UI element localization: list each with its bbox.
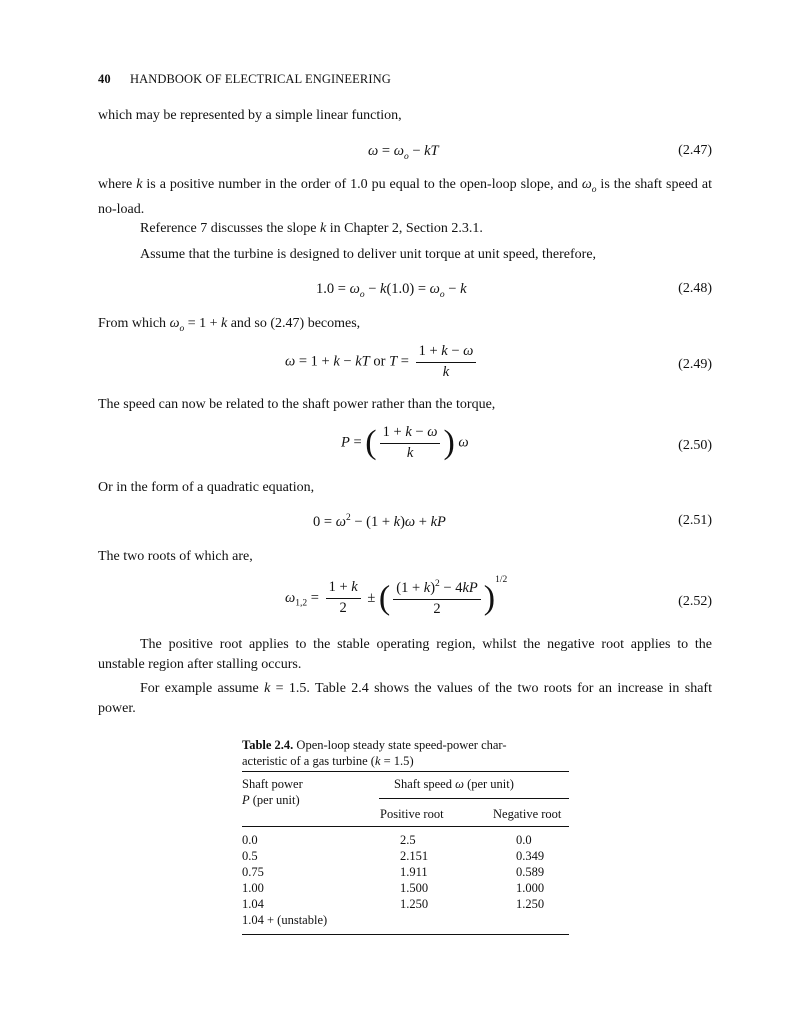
col-header-shaft-power: Shaft power: [242, 777, 303, 791]
equation-2-50-body: P = ( $\frac{1 + k - \omega}{k}$ ) ω: [341, 424, 469, 461]
table-caption-line-2: acteristic of a gas turbine (: [242, 754, 375, 768]
paragraph-3: Reference 7 discusses the slope k in Chapter 2, Section 2.3.1.: [140, 221, 483, 236]
group-header-rest: (per unit): [463, 777, 514, 791]
p3-part-a: Reference 7 discusses the slope: [140, 221, 320, 236]
equation-number: (2.50): [678, 438, 712, 453]
group-header-shaft-speed: Shaft speed ω (per unit): [394, 777, 514, 791]
cell-positive-root: 2.151: [400, 849, 429, 863]
cell-shaft-power: 1.04: [242, 897, 264, 911]
p5-part-a: From which: [98, 316, 170, 331]
paragraph-7: Or in the form of a quadratic equation,: [98, 480, 315, 495]
equation-number: (2.49): [678, 357, 712, 372]
p2-part-b: is a positive number in the order of 1.0 pu equal to the open-loop slope, and: [142, 177, 582, 192]
equation-2-51-body: $0 = \omega^2 - (1 + k)\omega$ + kP: [313, 513, 446, 530]
table-top-rule: [242, 771, 569, 772]
paragraph-2: where k is a positive number in the order of 1.0 pu equal to the open-loop slope, and $\omega_o$ is the shaft speed at no-load.: [98, 177, 713, 217]
p10-part-b: . Table 2.4 shows the values of the two roots for an increase in shaft power.: [98, 681, 712, 716]
paragraph-9: The positive root applies to the stable operating region, whilst the negative root applies to the unstable region after stalling occurs.: [98, 637, 712, 672]
equation-2-48-body: $1.0 = \omega_o - k(1.0) = \omega_o - k$: [316, 281, 467, 300]
sub-header-negative: Negative root: [493, 807, 562, 821]
cell-negative-root: 0.349: [516, 849, 545, 863]
p2-part-c: is the shaft speed at no-load.: [98, 177, 713, 217]
cell-positive-root: 1.500: [400, 881, 429, 895]
cell-negative-root: 0.589: [516, 865, 545, 879]
equation-number: (2.48): [678, 281, 712, 296]
col-header-unit-text: (per unit): [249, 793, 300, 807]
page-number: 40: [98, 72, 111, 86]
cell-shaft-power: 1.00: [242, 881, 264, 895]
table-bottom-rule: [242, 934, 569, 935]
paragraph-1: which may be represented by a simple linear function,: [98, 108, 402, 123]
table-caption-line-2-end: ): [409, 754, 414, 768]
paragraph-4: Assume that the turbine is designed to deliver unit torque at unit speed, therefore,: [140, 247, 597, 262]
equation-2-49-body: ω = 1 + k − kT or T = $\frac{1 + k - \omega}{k}$: [285, 343, 479, 381]
cell-shaft-power: 0.75: [242, 865, 264, 879]
paragraph-10: For example assume k = 1.5. Table 2.4 shows the values of the two roots for an increase in shaft power.: [98, 681, 712, 716]
equation-2-47-body: $\omega = \omega_o$ − kT: [368, 143, 439, 162]
or-word: or: [373, 353, 386, 370]
p2-part-a: where: [98, 177, 137, 192]
col-header-shaft-power-unit: P (per unit): [242, 793, 300, 807]
running-header: [98, 72, 391, 87]
cell-shaft-power: 1.04 + (unstable): [242, 913, 328, 927]
equation-2-50: [98, 424, 712, 484]
table-header-rule: [242, 826, 569, 827]
cell-negative-root: 0.0: [516, 833, 532, 847]
table-caption: Table 2.4. Open-loop steady state speed-power char- acteristic of a gas turbine (k = 1.5): [242, 738, 507, 768]
running-title: HANDBOOK OF ELECTRICAL ENGINEERING: [129, 72, 391, 86]
paragraph-5: From which $\omega_o = 1 + k$ and so (2.47) becomes,: [98, 316, 361, 334]
equation-number: (2.51): [678, 513, 712, 528]
table-caption-line-1: Open-loop steady state speed-power char-: [296, 738, 507, 752]
paragraph-8: The two roots of which are,: [98, 549, 253, 564]
equation-2-52: [98, 574, 712, 639]
paragraph-6: The speed can now be related to the shaft power rather than the torque,: [98, 397, 496, 412]
sub-header-positive: Positive root: [380, 807, 444, 821]
equation-2-49: [98, 343, 712, 403]
cell-positive-root: 1.250: [400, 897, 429, 911]
equation-number: (2.52): [678, 594, 712, 609]
p10-part-a: For example assume: [140, 681, 265, 696]
table-caption-label: Table 2.4.: [242, 738, 294, 752]
cell-shaft-power: 0.5: [242, 849, 258, 863]
p3-part-b: in Chapter 2, Section 2.3.1.: [326, 221, 483, 236]
group-header-text: Shaft speed: [394, 777, 456, 791]
cell-positive-root: 2.5: [400, 833, 416, 847]
equation-2-52-body: $\omega_{1,2}$ = $\frac{1 + k}{2}$ ± ( $\frac{(1 + k)^2 - 4kP}{2}$ )$^{1/2}$: [285, 574, 508, 617]
cell-shaft-power: 0.0: [242, 833, 258, 847]
equation-number: (2.47): [678, 143, 712, 158]
group-header-rule: [379, 798, 569, 799]
cell-negative-root: 1.000: [516, 881, 545, 895]
cell-positive-root: 1.911: [400, 865, 428, 879]
cell-negative-root: 1.250: [516, 897, 545, 911]
p5-part-b: and so (2.47) becomes,: [227, 316, 361, 331]
table-2-4: [242, 737, 569, 937]
